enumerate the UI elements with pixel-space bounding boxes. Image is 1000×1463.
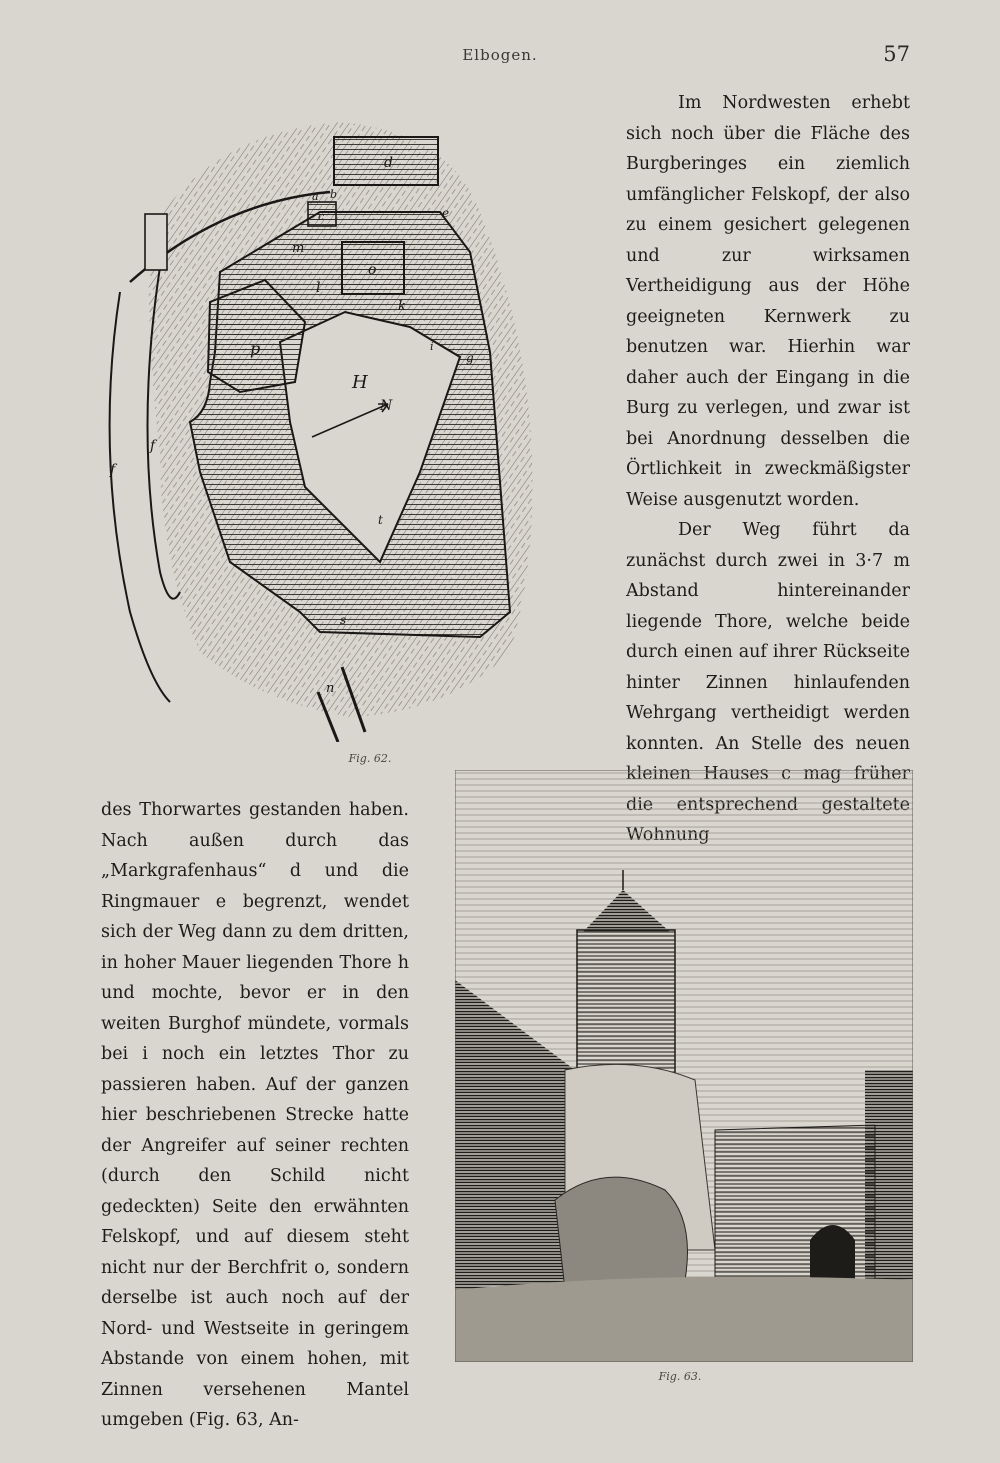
plan-label-s: s — [340, 613, 347, 627]
text-column-left — [101, 795, 409, 1436]
plan-label-i: i — [430, 340, 434, 353]
figure-62-castle-plan — [90, 92, 560, 742]
paragraph-2: Der Weg führt da zunächst durch zwei in 3·7 m Abstand hintereinander liegende Thore, welche beide durch einen auf ihrer Rückseite hinter Zinnen hinlaufenden Wehrgang vertheidigt werden konnten. An Stelle des neuen — [626, 520, 910, 754]
text-column-right — [626, 88, 910, 851]
plan-label-H: H — [352, 372, 368, 393]
plan-label-g: g — [466, 351, 474, 365]
running-head: Elbogen. — [462, 46, 538, 64]
courtyard-engraving — [455, 770, 913, 1362]
plan-label-e: e — [442, 206, 450, 220]
plan-label-k: k — [398, 299, 406, 314]
plan-label-b: b — [330, 188, 338, 201]
figure-63-engraving — [455, 770, 913, 1362]
plan-label-o: o — [368, 262, 377, 278]
figure-62-caption: Fig. 62. — [348, 752, 392, 765]
plan-label-n: n — [326, 681, 335, 696]
paragraph-1: Im Nordwesten erhebt sich noch über die Fläche des Burgberinges ein ziemlich umfänglicher Felskopf, der also zu einem gesichert gelegenen und zur wirksamen Vertheidigung aus der Höhe geeigneten Kernwerk zu benutzen war. Hierhin war daher auch der Eingang in die Burg zu verlegen, und zwar ist bei Anordnung desselben die Örtlichkeit in zweckmäßigster Weise ausgenutzt worden. — [626, 93, 910, 510]
plan-label-l: l — [316, 280, 321, 296]
plan-label-p: p — [250, 339, 261, 358]
plan-label-f-outer: f — [110, 462, 116, 478]
plan-label-N: N — [380, 398, 393, 414]
plan-label-f-inner: f — [150, 438, 156, 454]
figure-63-caption: Fig. 63. — [658, 1370, 702, 1383]
plan-label-d: d — [384, 155, 393, 171]
plan-label-c: c — [318, 210, 325, 223]
paragraph-3: des Thorwartes gestanden haben. Nach außen durch das „Markgrafenhaus“ d und die Ringmauer e begrenzt, wendet sich der Weg dann zu dem dritten, in hoher Mauer liegenden Thore h und mochte, bevor er in den weiten Burghof mündete, vormals bei i noch ein letztes Thor zu passieren haben. Auf der ganzen hier beschriebenen Strecke hatte der Angreifer auf seiner rechten (durch den Schild nicht gedeckten) Seite den erwähnten Felskopf, und auf diesem steht nicht nur der Berchfrit o, sondern derselbe ist auch noch auf der Nord- und Westseite in geringem Abstande von einem hohen, mit Zinnen versehenen Mantel umgeben (Fig. 63, An- — [101, 800, 409, 1430]
page-number: 57 — [883, 42, 910, 66]
plan-label-a: a — [312, 190, 319, 203]
plan-label-t: t — [378, 513, 383, 527]
plan-label-m: m — [292, 241, 305, 256]
castle-plan-drawing — [90, 92, 560, 742]
